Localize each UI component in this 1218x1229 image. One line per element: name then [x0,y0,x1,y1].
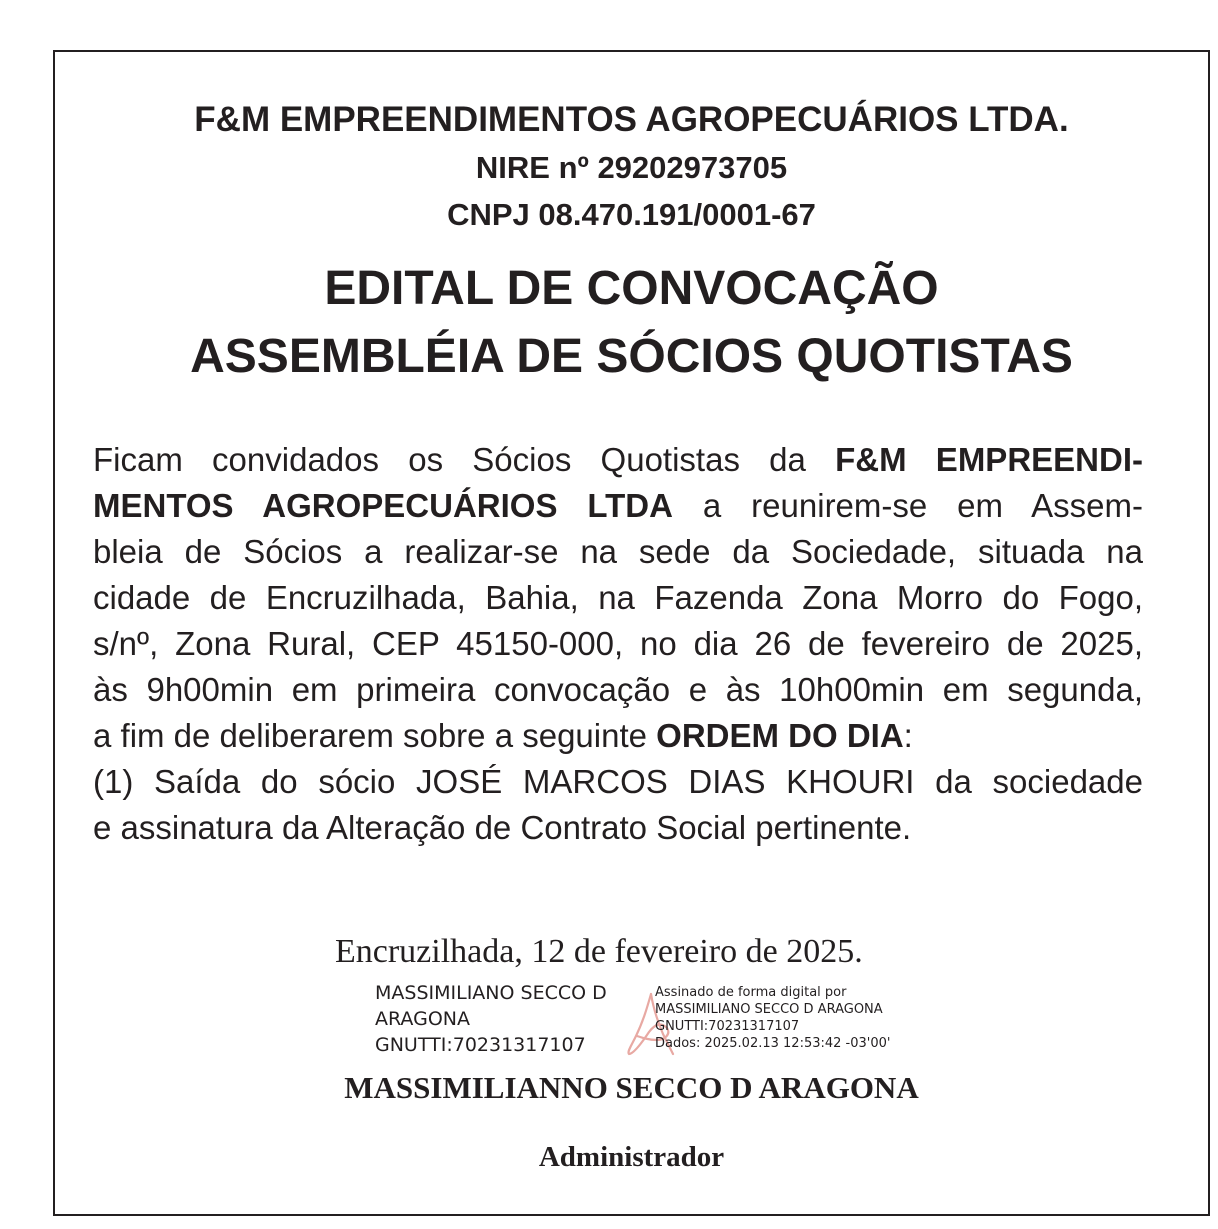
signature-name-line: ARAGONA [375,1008,470,1030]
notice-body [93,437,1143,851]
body-line-7 [93,713,1143,759]
body-text-segment: a fim de deliberarem sobre a seguinte [93,717,657,754]
cnpj-number: CNPJ 08.470.191/0001-67 [447,197,816,232]
company-name-bold: MENTOS AGROPECUÁRIOS LTDA [93,487,673,524]
signature-name [375,980,607,1058]
signature-stamp-line: MASSIMILIANO SECCO D ARAGONA [655,1002,883,1017]
body-line-3: bleia de Sócios a realizar-se na sede da Sociedade, situada na [93,533,1143,570]
nire-number: NIRE nº 29202973705 [475,150,788,185]
notice-frame [53,50,1210,1216]
digital-signature [375,980,915,1060]
company-name: F&M EMPREENDIMENTOS AGROPECUÁRIOS LTDA. [194,100,1069,139]
body-line-4: cidade de Encruzilhada, Bahia, na Fazenda Zona Morro do Fogo, [93,579,1143,616]
body-text-segment: Ficam convidados os Sócios Quotistas da [93,441,836,478]
signature-stamp-line: Assinado de forma digital por [655,985,847,1000]
notice-title-line2: ASSEMBLÉIA DE SÓCIOS QUOTISTAS [190,330,1073,383]
signer-name: MASSIMILIANNO SECCO D ARAGONA [344,1070,919,1105]
signature-name-line: GNUTTI:70231317107 [375,1034,586,1056]
body-line-8: (1) Saída do sócio JOSÉ MARCOS DIAS KHOURI da sociedade [93,763,1143,800]
city-date: Encruzilhada, 12 de fevereiro de 2025. [335,933,863,970]
signature-name-line: MASSIMILIANO SECCO D [375,982,607,1004]
signature-stamp-line: Dados: 2025.02.13 12:53:42 -03'00' [655,1036,891,1051]
signature-stamp-line: GNUTTI:70231317107 [655,1019,800,1034]
body-line-9: e assinatura da Alteração de Contrato Social pertinente. [93,809,912,846]
agenda-heading: ORDEM DO DIA [656,717,904,754]
signature-stamp [655,984,890,1052]
body-text-segment: a reunirem-se em Assem- [672,487,1143,524]
company-name-bold: F&M EMPREENDI- [835,441,1143,478]
body-line-5: s/nº, Zona Rural, CEP 45150-000, no dia 26 de fevereiro de 2025, [93,625,1143,662]
notice-title-line1: EDITAL DE CONVOCAÇÃO [324,262,939,315]
body-text-segment: : [903,717,913,754]
body-line-2 [93,483,1143,529]
body-line-6: às 9h00min em primeira convocação e às 10h00min em segunda, [93,671,1143,708]
body-line-1 [93,437,1143,483]
signer-role: Administrador [538,1141,725,1173]
